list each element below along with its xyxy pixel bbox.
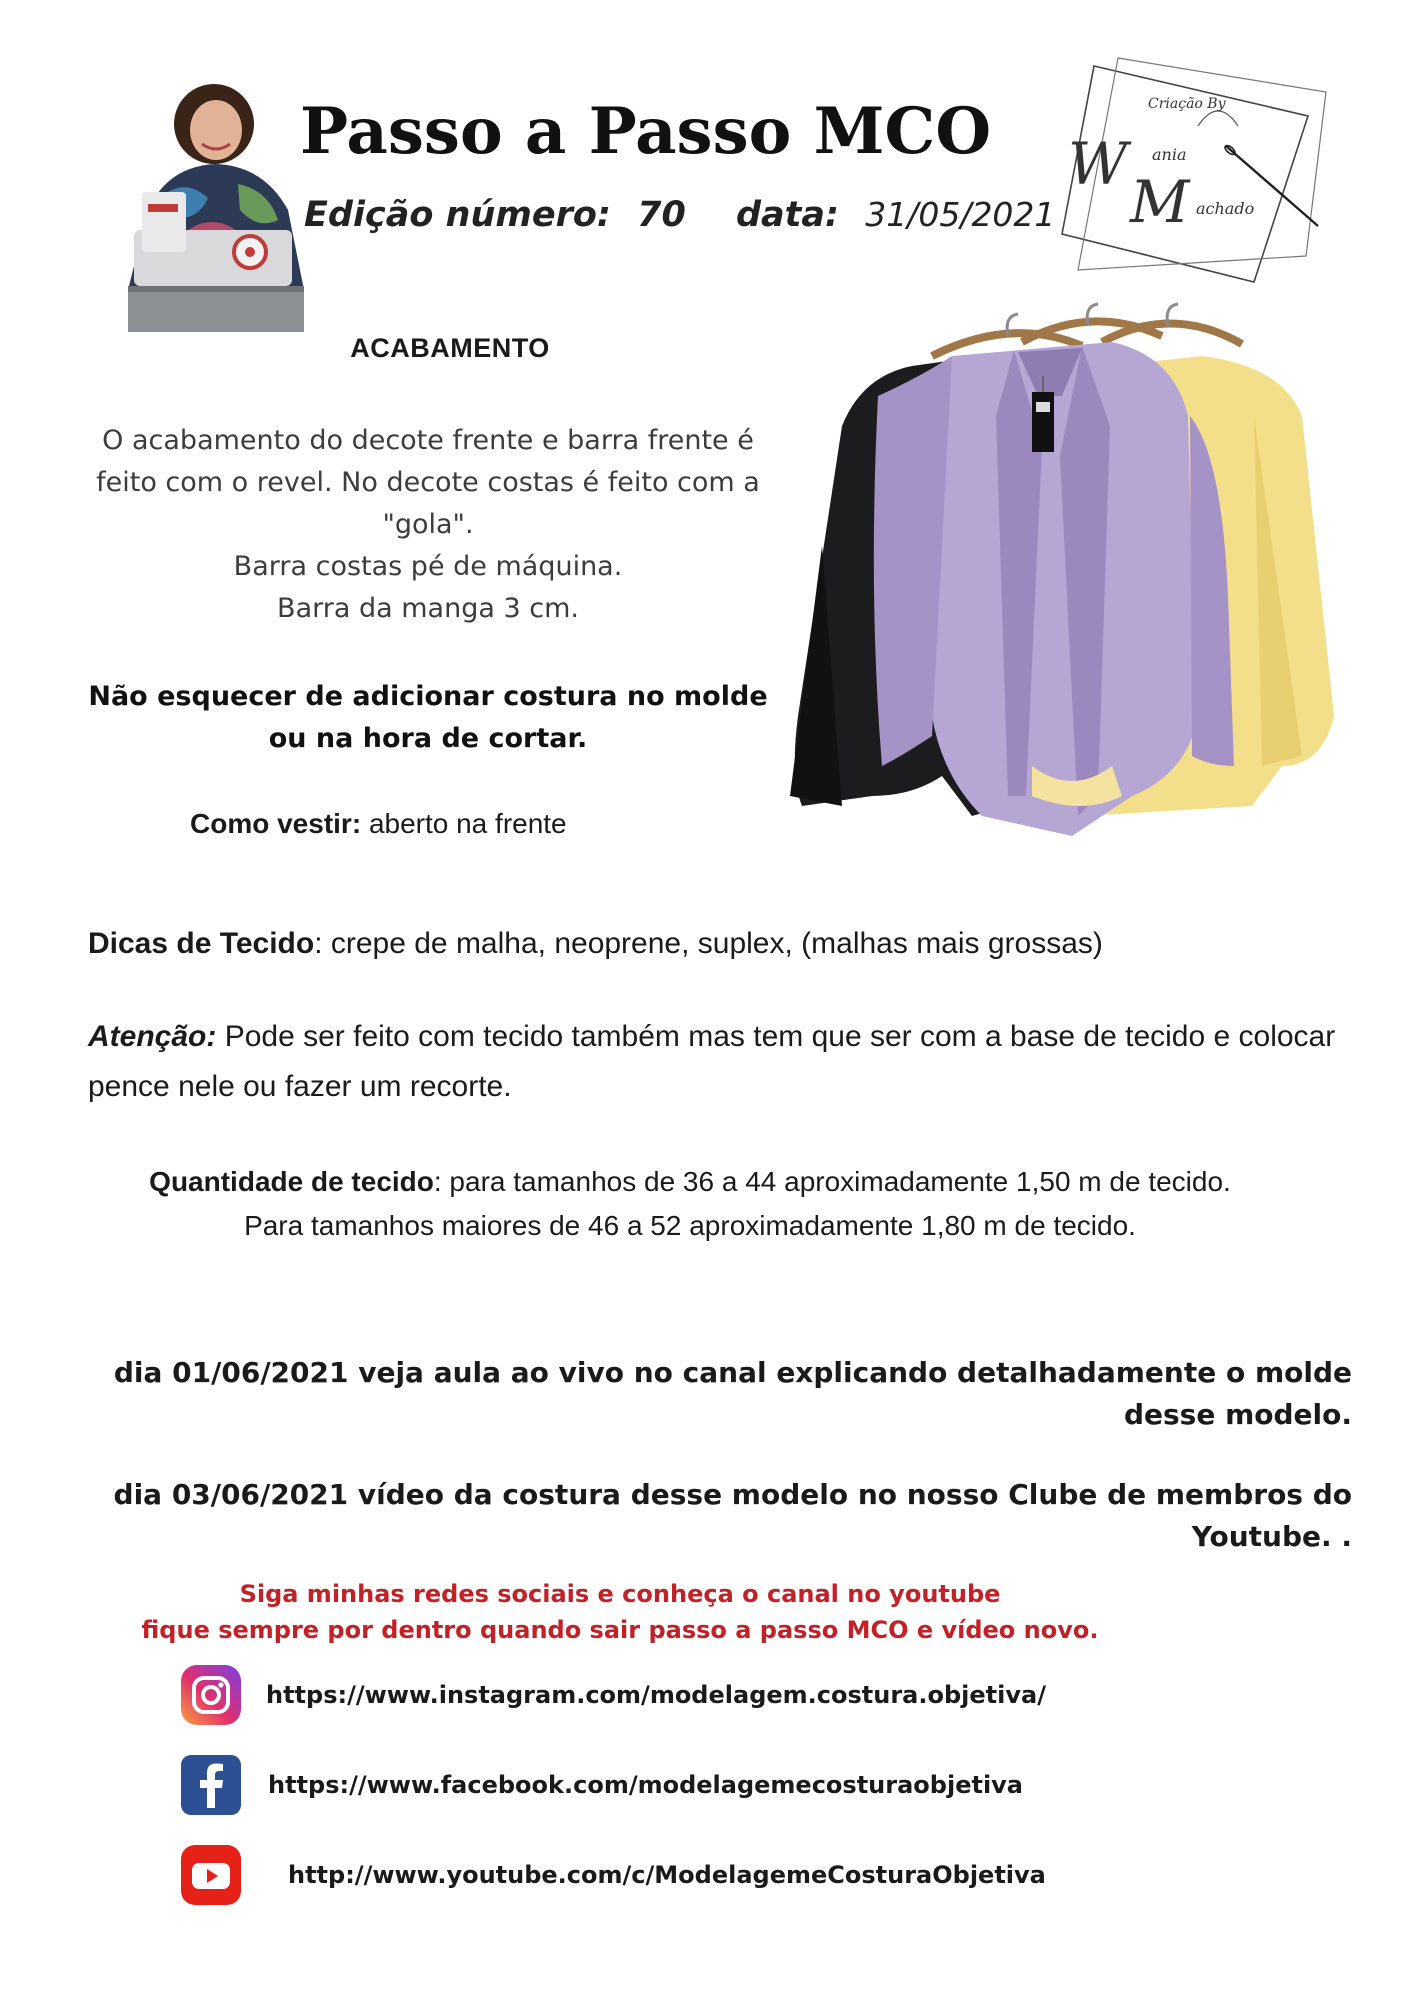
how-to-wear xyxy=(190,804,690,844)
finishing-line: Barra costas pé de máquina. xyxy=(233,551,623,582)
svg-text:W: W xyxy=(1068,130,1128,198)
attention-value: Pode ser feito com tecido também mas tem que ser com a base de tecido e colocar pence nele ou fazer um recorte. xyxy=(88,1020,1336,1103)
edition-line xyxy=(304,190,1056,240)
fabric-tips xyxy=(88,922,1348,966)
instagram-link[interactable]: https://www.instagram.com/modelagem.costura.objetiva/ xyxy=(266,1681,1046,1709)
facebook-link[interactable]: https://www.facebook.com/modelagemecosturaobjetiva xyxy=(268,1771,1024,1799)
instagram-icon[interactable] xyxy=(180,1664,242,1726)
finishing-text xyxy=(78,420,778,630)
attention-note xyxy=(88,1012,1348,1112)
logo-line1: Criação By xyxy=(1148,96,1226,112)
page-title: Passo a Passo MCO xyxy=(300,94,992,169)
fabric-tips-value: : crepe de malha, neoprene, suplex, (malhas mais grossas) xyxy=(314,927,1103,960)
youtube-row[interactable] xyxy=(180,1844,1280,1908)
brand-logo xyxy=(1058,56,1330,296)
logo-name2: achado xyxy=(1196,199,1255,218)
live-lesson-note: dia 01/06/2021 veja aula ao vivo no canal explicando detalhadamente o molde desse modelo. xyxy=(113,1356,1352,1431)
date-label: data: xyxy=(736,195,840,235)
date-value: 31/05/2021 xyxy=(865,195,1056,234)
sewing-video-note: dia 03/06/2021 vídeo da costura desse modelo no nosso Clube de membros do Youtube. . xyxy=(113,1478,1352,1553)
fabric-quantity xyxy=(60,1160,1320,1248)
author-photo xyxy=(128,80,304,332)
how-to-wear-label: Como vestir: xyxy=(190,808,362,839)
svg-text:M: M xyxy=(1130,168,1190,236)
attention-label: Atenção: xyxy=(88,1020,217,1053)
finishing-line: O acabamento do decote frente e barra frente é xyxy=(102,425,754,456)
logo-name1: ania xyxy=(1152,145,1187,164)
facebook-row[interactable] xyxy=(180,1754,1280,1818)
fabric-quantity-label: Quantidade de tecido xyxy=(149,1166,434,1197)
finishing-line: Barra da manga 3 cm. xyxy=(277,593,579,624)
finishing-line: "gola". xyxy=(382,509,474,540)
instagram-row[interactable] xyxy=(180,1664,1280,1728)
section-heading: ACABAMENTO xyxy=(350,333,550,363)
youtube-icon[interactable] xyxy=(180,1844,242,1906)
edition-number: 70 xyxy=(637,195,686,235)
youtube-link[interactable]: http://www.youtube.com/c/ModelagemeCosturaObjetiva xyxy=(288,1861,1046,1889)
seam-allowance-warning: Não esquecer de adicionar costura no molde ou na hora de cortar. xyxy=(88,681,768,754)
fabric-tips-label: Dicas de Tecido xyxy=(88,927,315,960)
jackets-photo xyxy=(782,296,1342,866)
facebook-icon[interactable] xyxy=(180,1754,242,1816)
finishing-line: feito com o revel. No decote costas é feito com a xyxy=(96,467,760,498)
follow-socials-note: Siga minhas redes sociais e conheça o canal no youtube fique sempre por dentro quando sair passo a passo MCO e vídeo novo. xyxy=(141,1580,1099,1644)
edition-label: Edição número: xyxy=(304,195,611,235)
fabric-quantity-line1: : para tamanhos de 36 a 44 aproximadamente 1,50 m de tecido. xyxy=(433,1166,1231,1197)
how-to-wear-value: aberto na frente xyxy=(368,808,567,839)
fabric-quantity-line2: Para tamanhos maiores de 46 a 52 aproximadamente 1,80 m de tecido. xyxy=(244,1210,1136,1241)
